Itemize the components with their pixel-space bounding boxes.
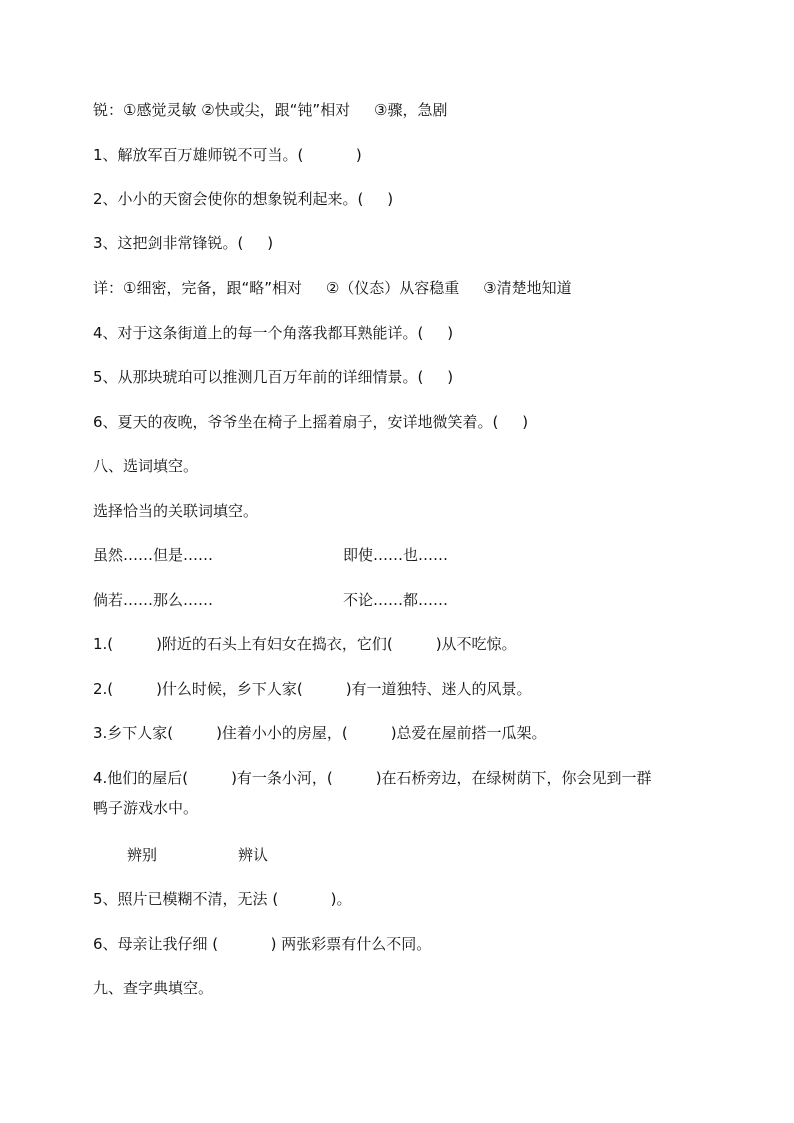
- fill-question-3: 3.乡下人家( )住着小小的房屋，( )总爱在屋前搭一瓜架。: [93, 724, 547, 742]
- fill-question-4-line-2: 鸭子游戏水中。: [93, 799, 199, 817]
- conjunction-option-3: 倘若……那么……: [93, 591, 214, 609]
- conjunction-option-2: 即使……也……: [343, 546, 449, 564]
- conjunction-option-1: 虽然……但是……: [93, 546, 214, 564]
- word-option-1: 辨别: [127, 846, 158, 864]
- rui-question-1: 1、解放军百万雄师锐不可当。( ): [93, 146, 362, 164]
- xiang-question-5: 5、从那块琥珀可以推测几百万年前的详细情景。( ): [93, 368, 454, 386]
- xiang-question-4: 4、对于这条街道上的每一个角落我都耳熟能详。( ): [93, 324, 454, 342]
- conjunction-option-4: 不论……都……: [343, 591, 449, 609]
- rui-question-3: 3、这把剑非常锋锐。( ): [93, 234, 274, 252]
- fill-question-1: 1.( )附近的石头上有妇女在捣衣，它们( )从不吃惊。: [93, 635, 517, 653]
- rui-definition: 锐：①感觉灵敏 ②快或尖，跟“钝”相对 ③骤，急剧: [93, 101, 448, 119]
- section-8-title: 八、选词填空。: [93, 457, 199, 475]
- section-9-title: 九、查字典填空。: [93, 979, 214, 997]
- fill-question-5: 5、照片已模糊不清，无法 ( )。: [93, 890, 352, 908]
- rui-question-2: 2、小小的天窗会使你的想象锐利起来。( ): [93, 190, 394, 208]
- xiang-definition: 详：①细密，完备，跟“略”相对 ②（仪态）从容稳重 ③清楚地知道: [93, 279, 572, 297]
- fill-question-6: 6、母亲让我仔细 ( ) 两张彩票有什么不同。: [93, 935, 432, 953]
- xiang-question-6: 6、夏天的夜晚，爷爷坐在椅子上摇着扇子，安详地微笑着。( ): [93, 413, 529, 431]
- word-option-2: 辨认: [238, 846, 269, 864]
- section-8-instruction: 选择恰当的关联词填空。: [93, 502, 259, 520]
- fill-question-2: 2.( )什么时候，乡下人家( )有一道独特、迷人的风景。: [93, 680, 532, 698]
- fill-question-4-line-1: 4.他们的屋后( )有一条小河，( )在石桥旁边，在绿树荫下，你会见到一群: [93, 769, 652, 787]
